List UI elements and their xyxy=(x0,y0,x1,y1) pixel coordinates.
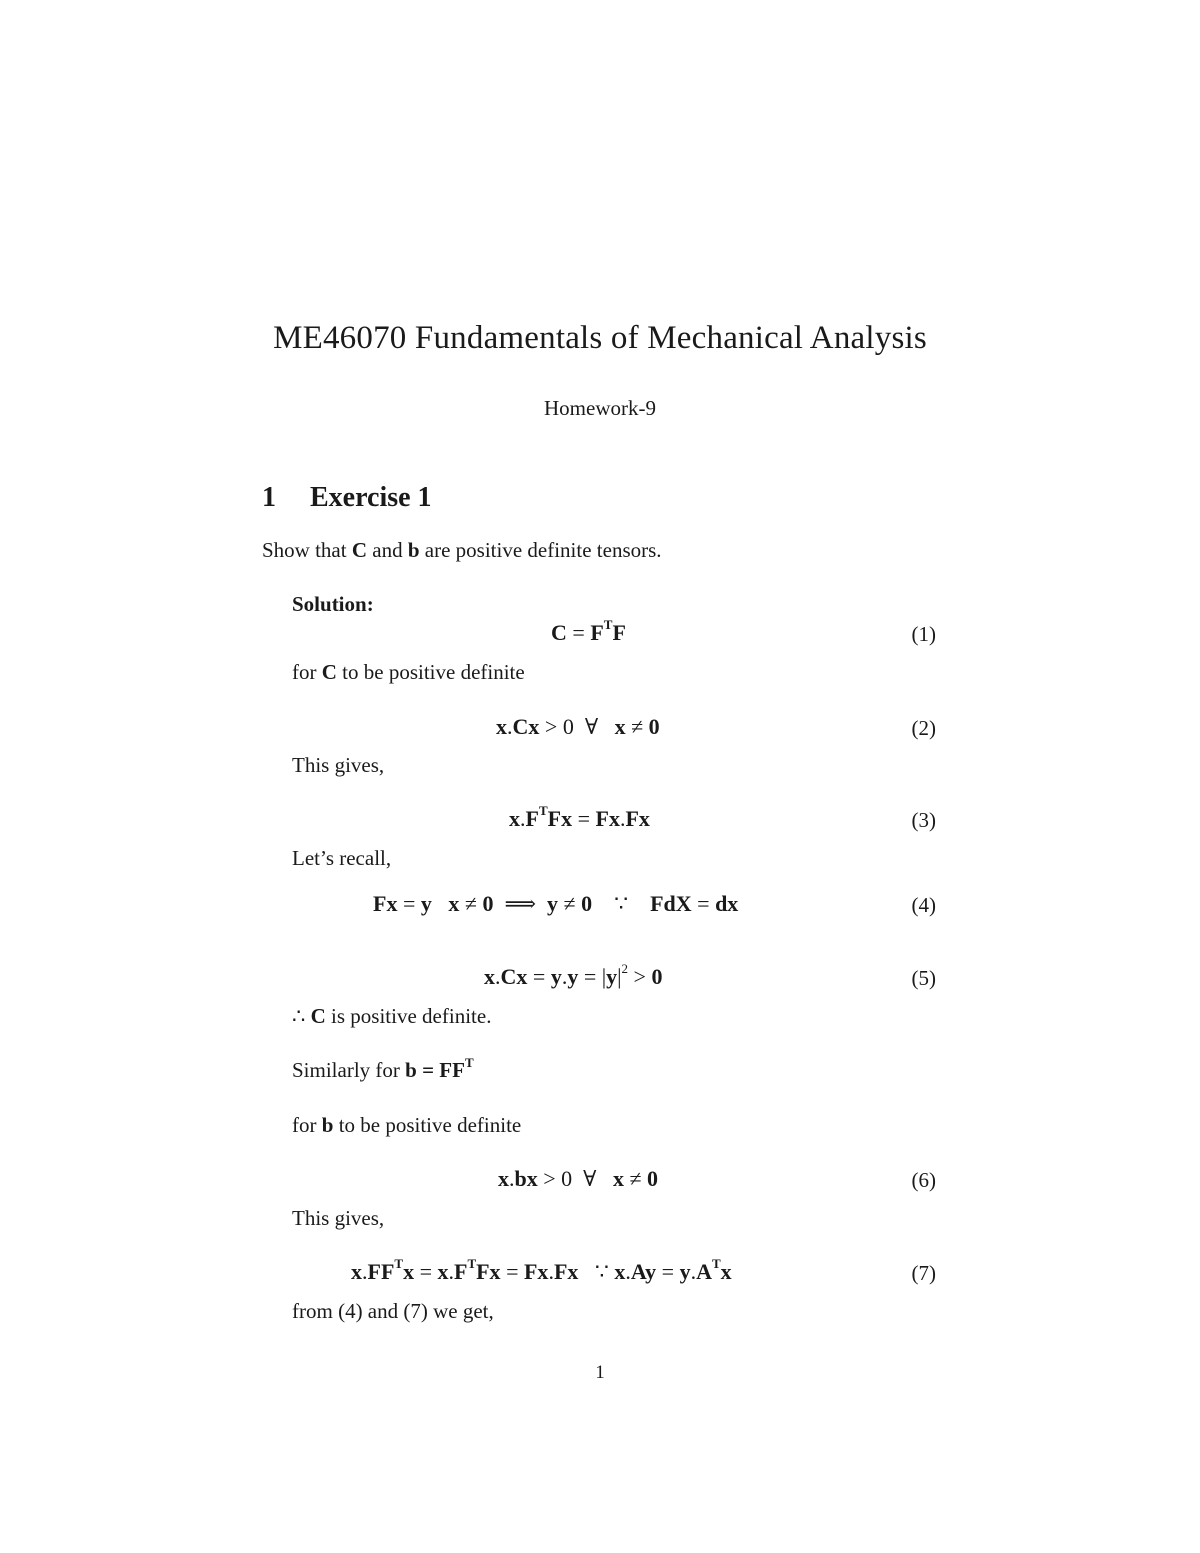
solution-label: Solution: xyxy=(292,592,374,616)
equation-number-4: (4) xyxy=(911,893,936,917)
equation-number-1: (1) xyxy=(911,622,936,646)
document-subtitle: Homework-9 xyxy=(544,396,656,420)
c-is-positive-definite: ∴ C is positive definite. xyxy=(292,1004,492,1028)
equation-5: $x.Cx = y.y = |y|^2 > 0$ xyxy=(484,961,663,989)
equation-number-5: (5) xyxy=(911,966,936,990)
equation-4: Fx = y x ≠ 0 ⟹ y ≠ 0 ∵ FdX = dx xyxy=(373,891,739,916)
document-title: ME46070 Fundamentals of Mechanical Analysis xyxy=(273,320,927,356)
page-number: 1 xyxy=(595,1362,605,1383)
for-b-positive-definite: for b to be positive definite xyxy=(292,1113,522,1137)
equation-1: $C = F^TF$ xyxy=(551,617,626,645)
lets-recall: Let’s recall, xyxy=(292,846,392,870)
section-number: 1 xyxy=(262,482,276,513)
section-title: Exercise 1 xyxy=(310,482,432,513)
equation-7: $x.FF^Tx = x.F^TFx = Fx.Fx$ ∵ $x.Ay = y.A^Tx$ xyxy=(351,1256,732,1284)
equation-number-7: (7) xyxy=(911,1261,936,1285)
from-4-and-7: from (4) and (7) we get, xyxy=(292,1299,494,1323)
for-c-positive-definite: for C to be positive definite xyxy=(292,660,525,684)
similarly-for-b: Similarly for $b = FF^T$ xyxy=(292,1055,474,1082)
this-gives-1: This gives, xyxy=(292,753,385,777)
problem-statement: Show that C and b are positive definite tensors. xyxy=(262,538,662,562)
equation-number-3: (3) xyxy=(911,808,936,832)
equation-3: $x.F^TFx = Fx.Fx$ xyxy=(509,803,650,831)
equation-number-2: (2) xyxy=(911,716,936,740)
this-gives-2: This gives, xyxy=(292,1206,385,1230)
equation-6: x.bx > 0 ∀ x ≠ 0 xyxy=(498,1166,659,1191)
equation-number-6: (6) xyxy=(911,1168,936,1192)
equation-2: x.Cx > 0 ∀ x ≠ 0 xyxy=(496,714,660,739)
